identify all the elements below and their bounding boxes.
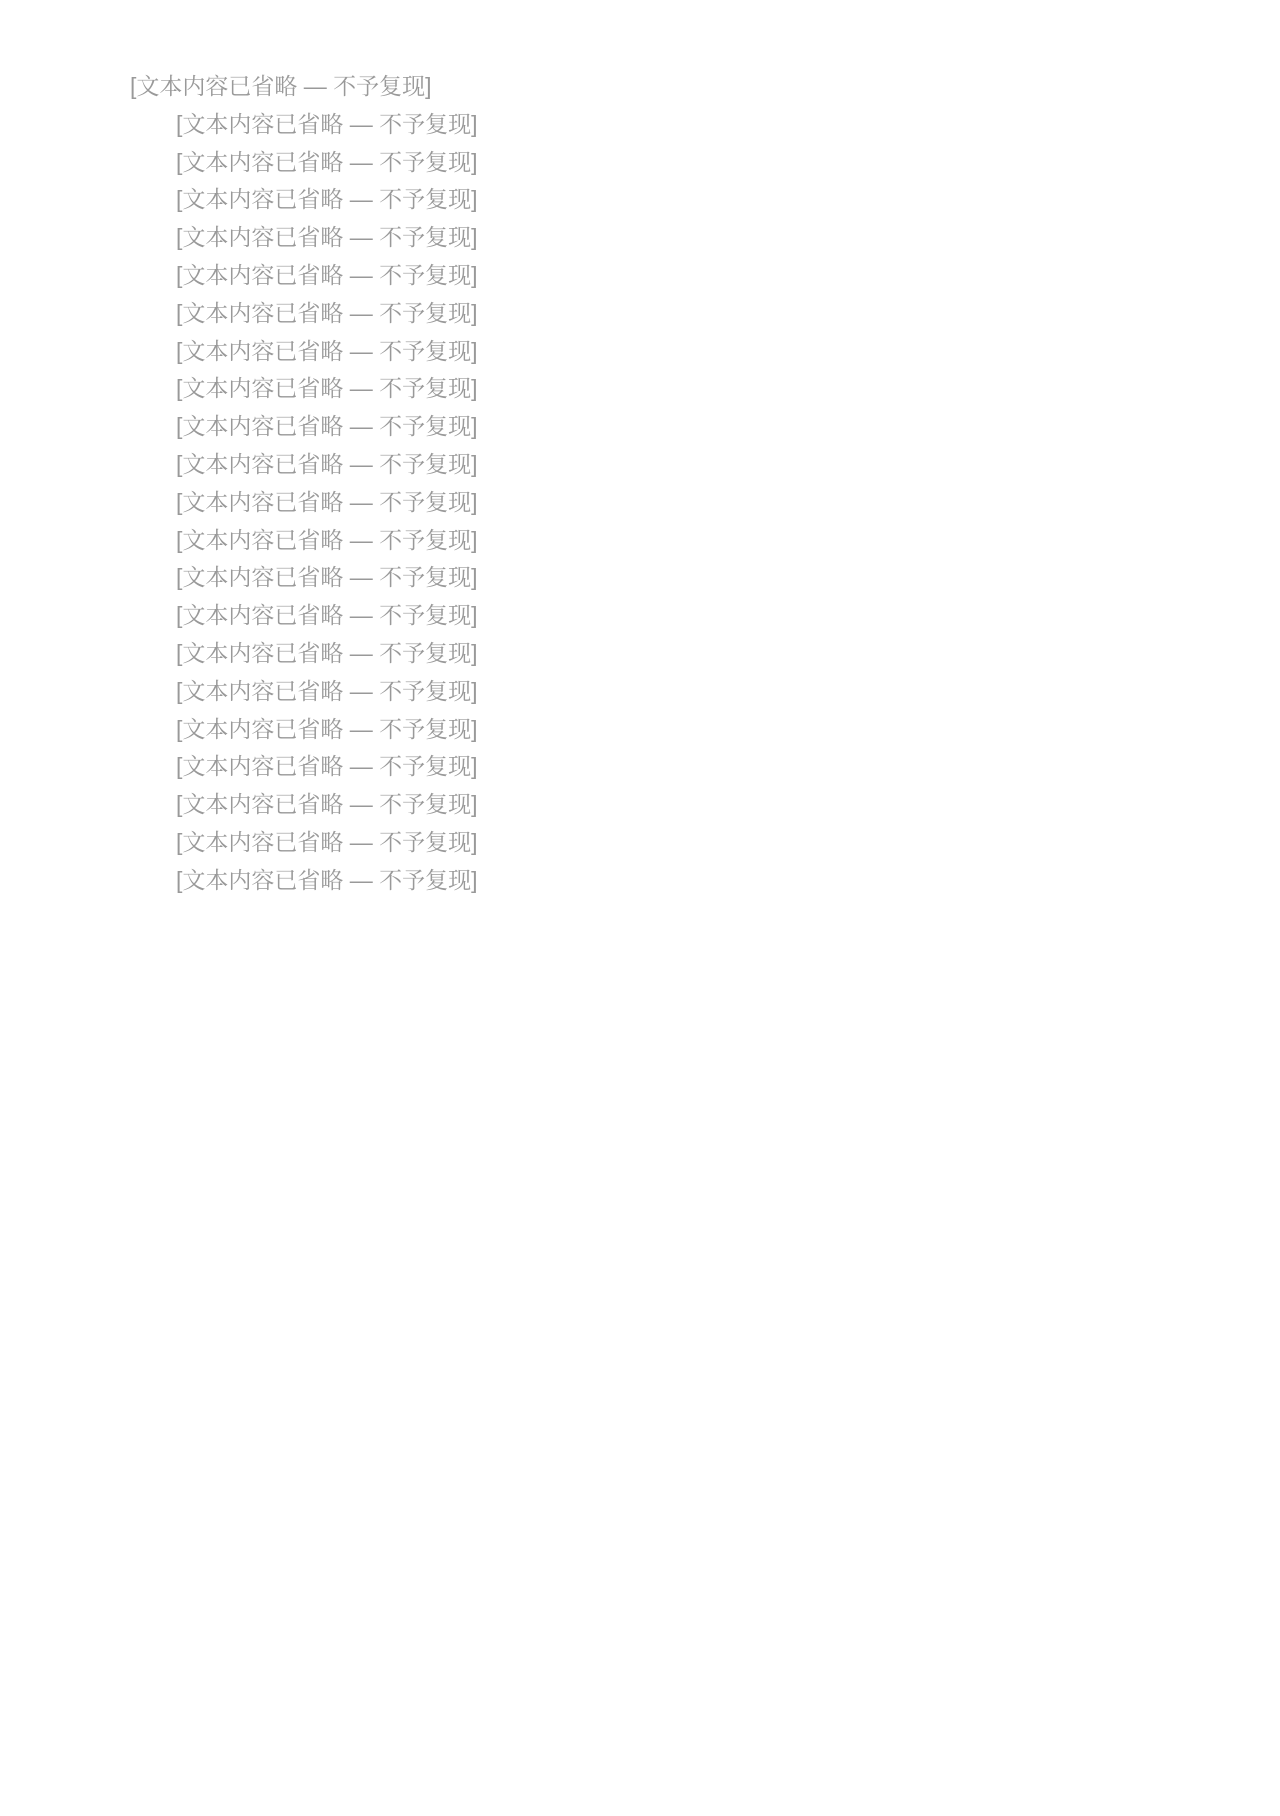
paragraph-redacted: [文本内容已省略 — 不予复现] <box>176 186 478 213</box>
paragraph-redacted: [文本内容已省略 — 不予复现] <box>176 110 478 137</box>
paragraph-redacted: [文本内容已省略 — 不予复现] <box>176 791 478 818</box>
paragraph-redacted: [文本内容已省略 — 不予复现] <box>176 753 478 780</box>
paragraph-redacted: [文本内容已省略 — 不予复现] <box>176 488 478 515</box>
paragraph-redacted: [文本内容已省略 — 不予复现] <box>176 602 478 629</box>
paragraph-redacted: [文本内容已省略 — 不予复现] <box>176 148 478 175</box>
paragraph-redacted: [文本内容已省略 — 不予复现] <box>176 715 478 742</box>
paragraph-redacted: [文本内容已省略 — 不予复现] <box>176 639 478 666</box>
page-text <box>130 68 1162 900</box>
paragraph-redacted: [文本内容已省略 — 不予复现] <box>130 73 432 99</box>
paragraph-redacted: [文本内容已省略 — 不予复现] <box>176 337 478 364</box>
paragraph-redacted: [文本内容已省略 — 不予复现] <box>176 299 478 326</box>
paragraph-redacted: [文本内容已省略 — 不予复现] <box>176 866 478 893</box>
paragraph-redacted: [文本内容已省略 — 不予复现] <box>176 375 478 402</box>
paragraph-redacted: [文本内容已省略 — 不予复现] <box>176 450 478 477</box>
paragraph-redacted: [文本内容已省略 — 不予复现] <box>176 828 478 855</box>
paragraph-redacted: [文本内容已省略 — 不予复现] <box>176 526 478 553</box>
paragraph-redacted: [文本内容已省略 — 不予复现] <box>176 224 478 251</box>
paragraph-redacted: [文本内容已省略 — 不予复现] <box>176 677 478 704</box>
paragraph-redacted: [文本内容已省略 — 不予复现] <box>176 564 478 591</box>
paragraph-redacted: [文本内容已省略 — 不予复现] <box>176 261 478 288</box>
paragraph-redacted: [文本内容已省略 — 不予复现] <box>176 413 478 440</box>
